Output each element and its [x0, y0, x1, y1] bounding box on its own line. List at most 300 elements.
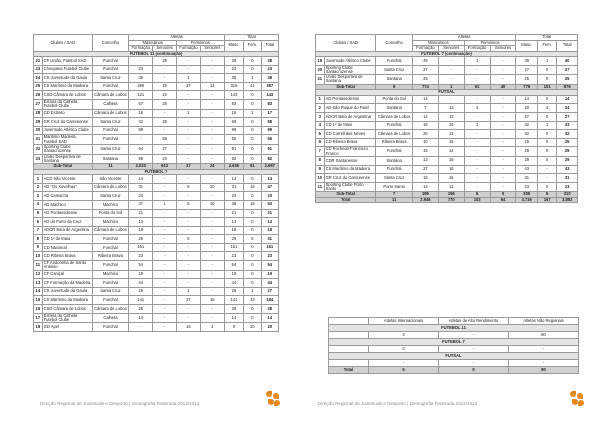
header-femininos: Femininos — [177, 40, 225, 46]
row-number: 22 — [34, 57, 43, 66]
small-total-label: Total — [329, 367, 369, 374]
total-fem: - — [538, 165, 557, 174]
total-fem: 0 — [538, 138, 557, 147]
seniores-masc: - — [153, 175, 177, 184]
seniores-masc: 14 — [438, 147, 464, 157]
table-row — [34, 209, 279, 218]
total-fem: 1 — [538, 121, 557, 130]
row-number: 25 — [34, 82, 43, 91]
concelho: Funchal — [92, 82, 129, 91]
formacao-fem: 5 — [177, 235, 201, 244]
total-fem: 43 — [244, 296, 261, 305]
formacao-masc: 35 — [129, 74, 153, 83]
right-athletes-table — [315, 34, 578, 203]
table-row — [316, 57, 578, 66]
formacao-fem: 1 — [177, 74, 201, 83]
total-row-cell: 770 — [438, 197, 464, 203]
table-row — [316, 65, 578, 75]
total-masc: 32 — [516, 130, 538, 139]
formacao-fem: 27 — [177, 296, 201, 305]
formacao-fem: - — [464, 112, 490, 121]
concelho: Funchal — [92, 279, 129, 288]
formacao-masc: 64 — [129, 144, 153, 154]
total-masc: 29 — [516, 156, 538, 165]
table-row — [34, 235, 279, 244]
club-name: Sporting Clube Santacruzense — [42, 144, 92, 154]
total: 55 — [261, 135, 278, 145]
formacao-fem: - — [177, 313, 201, 323]
club-name: GR Cruz do Caniceense — [324, 174, 376, 183]
club-name: Marítimo Madeira, Futebol SAD — [42, 135, 92, 145]
club-name: ADCR Baía de Argentina — [42, 226, 92, 235]
row-number: 20 — [316, 65, 325, 75]
formacao-fem: - — [177, 226, 201, 235]
concelho: Ribeira Brava — [376, 138, 413, 147]
table-row — [34, 226, 279, 235]
subtotal-row-cell: 2.636 — [224, 164, 244, 170]
concelho: Santana — [376, 104, 413, 113]
header-masculinos: Masculinos — [129, 40, 177, 46]
seniores-masc: - — [153, 65, 177, 74]
subtotal-row-label: Sub-Total — [34, 164, 93, 170]
formacao-fem: - — [177, 252, 201, 261]
total: 184 — [261, 296, 278, 305]
formacao-masc: 39 — [413, 57, 439, 66]
seniores-masc: - — [153, 305, 177, 314]
total: 28 — [261, 57, 278, 66]
table-row — [316, 75, 578, 85]
seniores-masc: - — [153, 323, 177, 332]
seniores-masc: 55 — [153, 135, 177, 145]
total-masc: 31 — [224, 183, 244, 192]
subtotal-row-cell: 199 — [413, 192, 439, 198]
table-row — [34, 109, 279, 118]
small-cell: - — [509, 346, 579, 353]
table-row — [316, 130, 578, 139]
logo-icon — [266, 391, 282, 409]
total-masc: 23 — [516, 182, 538, 192]
concelho: Porto Santo — [376, 182, 413, 192]
seniores-fem: - — [200, 226, 224, 235]
seniores-masc: - — [153, 109, 177, 118]
seniores-fem: - — [200, 109, 224, 118]
logo-icon — [570, 391, 586, 409]
table-row — [34, 261, 279, 271]
concelho: Funchal — [92, 135, 129, 145]
formacao-masc: 290 — [129, 82, 153, 91]
table-row — [34, 175, 279, 184]
total-fem: 0 — [244, 192, 261, 201]
formacao-masc: 7 — [413, 104, 439, 113]
concelho: Funchal — [92, 126, 129, 135]
formacao-masc: 14 — [413, 112, 439, 121]
total-fem: 0 — [244, 279, 261, 288]
small-cell-blank — [329, 346, 369, 353]
formacao-fem: - — [464, 130, 490, 139]
subtotal-row-cell: 310 — [557, 192, 578, 198]
total-masc: 316 — [224, 82, 244, 91]
total-masc: 31 — [516, 174, 538, 183]
concelho: Funchal — [92, 235, 129, 244]
concelho: Câmara de Lobos — [92, 226, 129, 235]
seniores-masc: - — [153, 270, 177, 279]
seniores-masc: 15 — [438, 138, 464, 147]
formacao-masc: - — [129, 135, 153, 145]
header-clubs: Clubes / SAD — [316, 35, 376, 52]
total-row-concelhos: 11 — [376, 197, 413, 203]
concelho: Machico — [92, 218, 129, 227]
total-fem: 1 — [244, 109, 261, 118]
total-fem: 0 — [244, 218, 261, 227]
formacao-masc: 23 — [129, 252, 153, 261]
total: 24 — [557, 104, 578, 113]
club-name: GD Estreito — [42, 109, 92, 118]
header-seniores-f: Seniores — [200, 46, 224, 52]
row-number: 31 — [34, 135, 43, 145]
seniores-fem: - — [490, 165, 516, 174]
total-masc: 23 — [224, 192, 244, 201]
seniores-fem: - — [200, 192, 224, 201]
seniores-masc: - — [153, 261, 177, 271]
seniores-masc: 26 — [153, 118, 177, 127]
seniores-masc: 23 — [153, 154, 177, 164]
table-row — [316, 104, 578, 113]
formacao-fem: 1 — [177, 287, 201, 296]
seniores-fem: - — [200, 209, 224, 218]
seniores-masc: 16 — [438, 174, 464, 183]
total: 23 — [261, 192, 278, 201]
concelho: Ponta do Sol — [92, 209, 129, 218]
formacao-fem: - — [177, 91, 201, 100]
total-row-cell: 64 — [490, 197, 516, 203]
total-fem: 0 — [538, 112, 557, 121]
seniores-masc: 13 — [438, 112, 464, 121]
table-row — [34, 218, 279, 227]
formacao-masc: 13 — [129, 218, 153, 227]
small-cell: 80 — [509, 332, 579, 339]
small-total-cell: 5 — [369, 367, 439, 374]
header-total-col: Total — [557, 40, 578, 51]
concelho: Funchal — [92, 65, 129, 74]
subtotal-row-concelhos: 7 — [376, 192, 413, 198]
header-seniores-m: Seniores — [153, 46, 177, 52]
subtotal-row-cell: 1 — [438, 84, 464, 90]
row-number: 33 — [34, 154, 43, 164]
table-row — [34, 154, 279, 164]
total-masc: 25 — [516, 138, 538, 147]
formacao-masc: 16 — [129, 109, 153, 118]
total-fem: 0 — [244, 313, 261, 323]
row-number: 4 — [34, 200, 43, 209]
total-masc: 91 — [224, 144, 244, 154]
total: 23 — [261, 65, 278, 74]
subtotal-row-label: Sub-Total — [316, 192, 376, 198]
formacao-masc: 27 — [413, 165, 439, 174]
club-name: Sporting Clube Santacruzense — [324, 65, 376, 75]
row-number: 9 — [34, 243, 43, 252]
row-number: 1 — [316, 95, 325, 104]
club-name: União Desportiva de Santana — [324, 75, 376, 85]
formacao-masc: 26 — [129, 235, 153, 244]
formacao-fem: 1 — [464, 121, 490, 130]
club-name: CD Correll das Neves — [324, 130, 376, 139]
concelho: Funchal — [92, 243, 129, 252]
total: 13 — [261, 218, 278, 227]
total: 14 — [557, 95, 578, 104]
row-number: 11 — [34, 261, 43, 271]
total: 68 — [261, 118, 278, 127]
total-masc: 14 — [516, 95, 538, 104]
row-number: 30 — [34, 126, 43, 135]
row-number: 15 — [34, 296, 43, 305]
total: 43 — [557, 165, 578, 174]
concelho: Santa Cruz — [376, 65, 413, 75]
concelho: Câmara de Lobos — [92, 109, 129, 118]
total: 27 — [557, 112, 578, 121]
total-masc: 28 — [224, 57, 244, 66]
formacao-fem: - — [177, 279, 201, 288]
table-row — [316, 112, 578, 121]
club-name: ACD São Vicente — [42, 175, 92, 184]
total: 32 — [557, 130, 578, 139]
seniores-masc: 11 — [438, 182, 464, 192]
total-row-cell: 167 — [538, 197, 557, 203]
seniores-fem: - — [200, 305, 224, 314]
total-row-cell: 2.946 — [413, 197, 439, 203]
total-fem: 0 — [244, 91, 261, 100]
formacao-fem: - — [177, 209, 201, 218]
total-masc: 27 — [516, 65, 538, 75]
total-fem: 41 — [244, 82, 261, 91]
club-name: CSD Câmara de Lobos — [42, 305, 92, 314]
seniores-fem: - — [200, 175, 224, 184]
subtotal-row-cell: 613 — [153, 164, 177, 170]
seniores-fem: - — [200, 135, 224, 145]
total: 99 — [261, 126, 278, 135]
row-number: 4 — [316, 121, 325, 130]
club-name: CS Juventude da Gaula — [42, 287, 92, 296]
total-masc: 23 — [224, 252, 244, 261]
formacao-fem: - — [464, 156, 490, 165]
subtotal-row-cell: 305 — [516, 192, 538, 198]
concelho: Santana — [376, 156, 413, 165]
subtotal-row-cell: 2.023 — [129, 164, 153, 170]
total: 19 — [261, 270, 278, 279]
concelho: Machico — [92, 200, 129, 209]
row-number: 28 — [34, 109, 43, 118]
formacao-fem: - — [177, 57, 201, 66]
seniores-masc: - — [438, 95, 464, 104]
club-name: AD "Os Xavelhas" — [42, 183, 92, 192]
total: 28 — [261, 305, 278, 314]
small-total-cell: 0 — [439, 367, 509, 374]
row-number: 26 — [34, 91, 43, 100]
club-name: CS Marítimo da Madeira — [324, 165, 376, 174]
formacao-masc: 14 — [129, 175, 153, 184]
small-cell: - — [439, 346, 509, 353]
row-number: 23 — [34, 65, 43, 74]
club-name: CSD Câmara de Lobos — [42, 91, 92, 100]
subtotal-row-cell: 876 — [557, 84, 578, 90]
seniores-masc: 16 — [438, 165, 464, 174]
seniores-masc: - — [153, 296, 177, 305]
seniores-masc: 12 — [438, 130, 464, 139]
section-title: FUTEBOL 11 — [329, 325, 579, 332]
seniores-masc: - — [153, 218, 177, 227]
header-internacionais: Atletas Internacionais — [369, 318, 439, 325]
table-row — [34, 192, 279, 201]
header-formacao-f: Formação — [464, 46, 490, 52]
seniores-fem: - — [200, 118, 224, 127]
club-name: CD Rochedo Francisco Franco — [324, 147, 376, 157]
total-fem: 0 — [244, 135, 261, 145]
club-name: CD Nacional — [42, 243, 92, 252]
total-fem: 4 — [538, 104, 557, 113]
total-fem: 0 — [244, 65, 261, 74]
seniores-fem: - — [490, 75, 516, 85]
total-fem: 0 — [244, 226, 261, 235]
total: 91 — [261, 144, 278, 154]
concelho: Machico — [92, 270, 129, 279]
left-athletes-table — [33, 34, 279, 332]
club-name: AD do Porto da Cruz — [42, 218, 92, 227]
club-name: CF Caniçal — [42, 270, 92, 279]
total-masc: 151 — [224, 243, 244, 252]
table-row — [34, 135, 279, 145]
club-name: CD Ribeira Brava — [324, 138, 376, 147]
row-number: 1 — [34, 175, 43, 184]
total-fem: 1 — [244, 74, 261, 83]
total-fem: 0 — [244, 126, 261, 135]
formacao-fem: - — [464, 138, 490, 147]
club-name: Juventude Atlético Clube — [42, 126, 92, 135]
seniores-fem: - — [200, 126, 224, 135]
total-fem: 0 — [538, 147, 557, 157]
table-row — [34, 323, 279, 332]
row-number: 2 — [316, 104, 325, 113]
formacao-fem: 1 — [177, 109, 201, 118]
club-name: Estrela da Calheta Futebol Clube — [42, 313, 92, 323]
concelho: Funchal — [92, 57, 129, 66]
formacao-fem: - — [177, 192, 201, 201]
seniores-masc: 1 — [153, 200, 177, 209]
row-number: 3 — [316, 112, 325, 121]
table-row — [34, 313, 279, 323]
small-cell: - — [439, 360, 509, 367]
total-fem: 20 — [244, 323, 261, 332]
club-name: CF Andorinha de Santo António — [42, 261, 92, 271]
table-row — [34, 243, 279, 252]
total-fem: 1 — [538, 57, 557, 66]
seniores-fem: - — [490, 174, 516, 183]
table-row — [34, 270, 279, 279]
row-number: 14 — [34, 287, 43, 296]
seniores-masc: 13 — [438, 104, 464, 113]
total-masc: 18 — [224, 226, 244, 235]
formacao-masc: 12 — [413, 182, 439, 192]
seniores-masc: - — [153, 243, 177, 252]
formacao-masc: 59 — [129, 154, 153, 164]
subtotal-row-cell: 156 — [438, 192, 464, 198]
formacao-masc: 21 — [129, 209, 153, 218]
table-row — [316, 182, 578, 192]
total-fem: 0 — [244, 99, 261, 109]
header-fem: Fem. — [244, 40, 261, 51]
small-total-cell: 80 — [509, 367, 579, 374]
total-fem: 0 — [538, 130, 557, 139]
concelho: Santa Cruz — [92, 144, 129, 154]
seniores-masc: - — [153, 126, 177, 135]
subtotal-row-label: Sub-Total — [316, 84, 376, 90]
row-number: 13 — [34, 279, 43, 288]
total: 27 — [557, 65, 578, 75]
total-fem: 0 — [244, 209, 261, 218]
concelho: Câmara de Lobos — [92, 305, 129, 314]
header-femininos: Femininos — [464, 40, 516, 46]
formacao-fem: - — [464, 174, 490, 183]
seniores-fem: - — [200, 235, 224, 244]
total: 82 — [261, 154, 278, 164]
table-row — [34, 200, 279, 209]
section-title: FUTSAL — [329, 353, 579, 360]
club-name: CDR Santanense — [324, 156, 376, 165]
small-cell: 3 — [369, 332, 439, 339]
total-masc: 13 — [224, 218, 244, 227]
concelho: Calheta — [92, 99, 129, 109]
seniores-masc: 22 — [153, 91, 177, 100]
formacao-masc: 10 — [413, 138, 439, 147]
small-cell: - — [369, 360, 439, 367]
club-name: AD Camacha — [42, 192, 92, 201]
concelho: Santana — [376, 75, 413, 85]
seniores-fem: - — [490, 156, 516, 165]
total-masc: 14 — [224, 175, 244, 184]
total-fem: 0 — [244, 57, 261, 66]
seniores-fem: 10 — [200, 200, 224, 209]
header-formacao-f: Formação — [177, 46, 201, 52]
seniores-fem: - — [200, 313, 224, 323]
total-masc: 68 — [224, 118, 244, 127]
row-number: 2 — [34, 183, 43, 192]
total-fem: 0 — [244, 175, 261, 184]
total: 27 — [261, 287, 278, 296]
club-name: AD São Roque do Faial — [324, 104, 376, 113]
total-masc: 25 — [516, 75, 538, 85]
seniores-fem: 16 — [200, 296, 224, 305]
total-fem: 0 — [538, 75, 557, 85]
header-seniores-m: Seniores — [438, 46, 464, 52]
total-row-cell: 103 — [464, 197, 490, 203]
club-name: CF União, Futebol SAD — [42, 57, 92, 66]
total-fem: 0 — [244, 154, 261, 164]
concelho: Santa Cruz — [92, 74, 129, 83]
header-formacao-m: Formação — [129, 46, 153, 52]
total: 23 — [261, 252, 278, 261]
formacao-masc: 37 — [129, 200, 153, 209]
row-number: 24 — [34, 74, 43, 83]
club-name: ADCR Baía de Argentina — [324, 112, 376, 121]
total: 83 — [261, 99, 278, 109]
formacao-fem: - — [177, 65, 201, 74]
total: 357 — [261, 82, 278, 91]
total-fem: 15 — [244, 200, 261, 209]
row-number: 9 — [316, 165, 325, 174]
total-masc: 20 — [516, 104, 538, 113]
total-row — [316, 197, 578, 203]
row-number: 17 — [34, 313, 43, 323]
formacao-masc: 18 — [129, 226, 153, 235]
total-fem: 0 — [538, 156, 557, 165]
